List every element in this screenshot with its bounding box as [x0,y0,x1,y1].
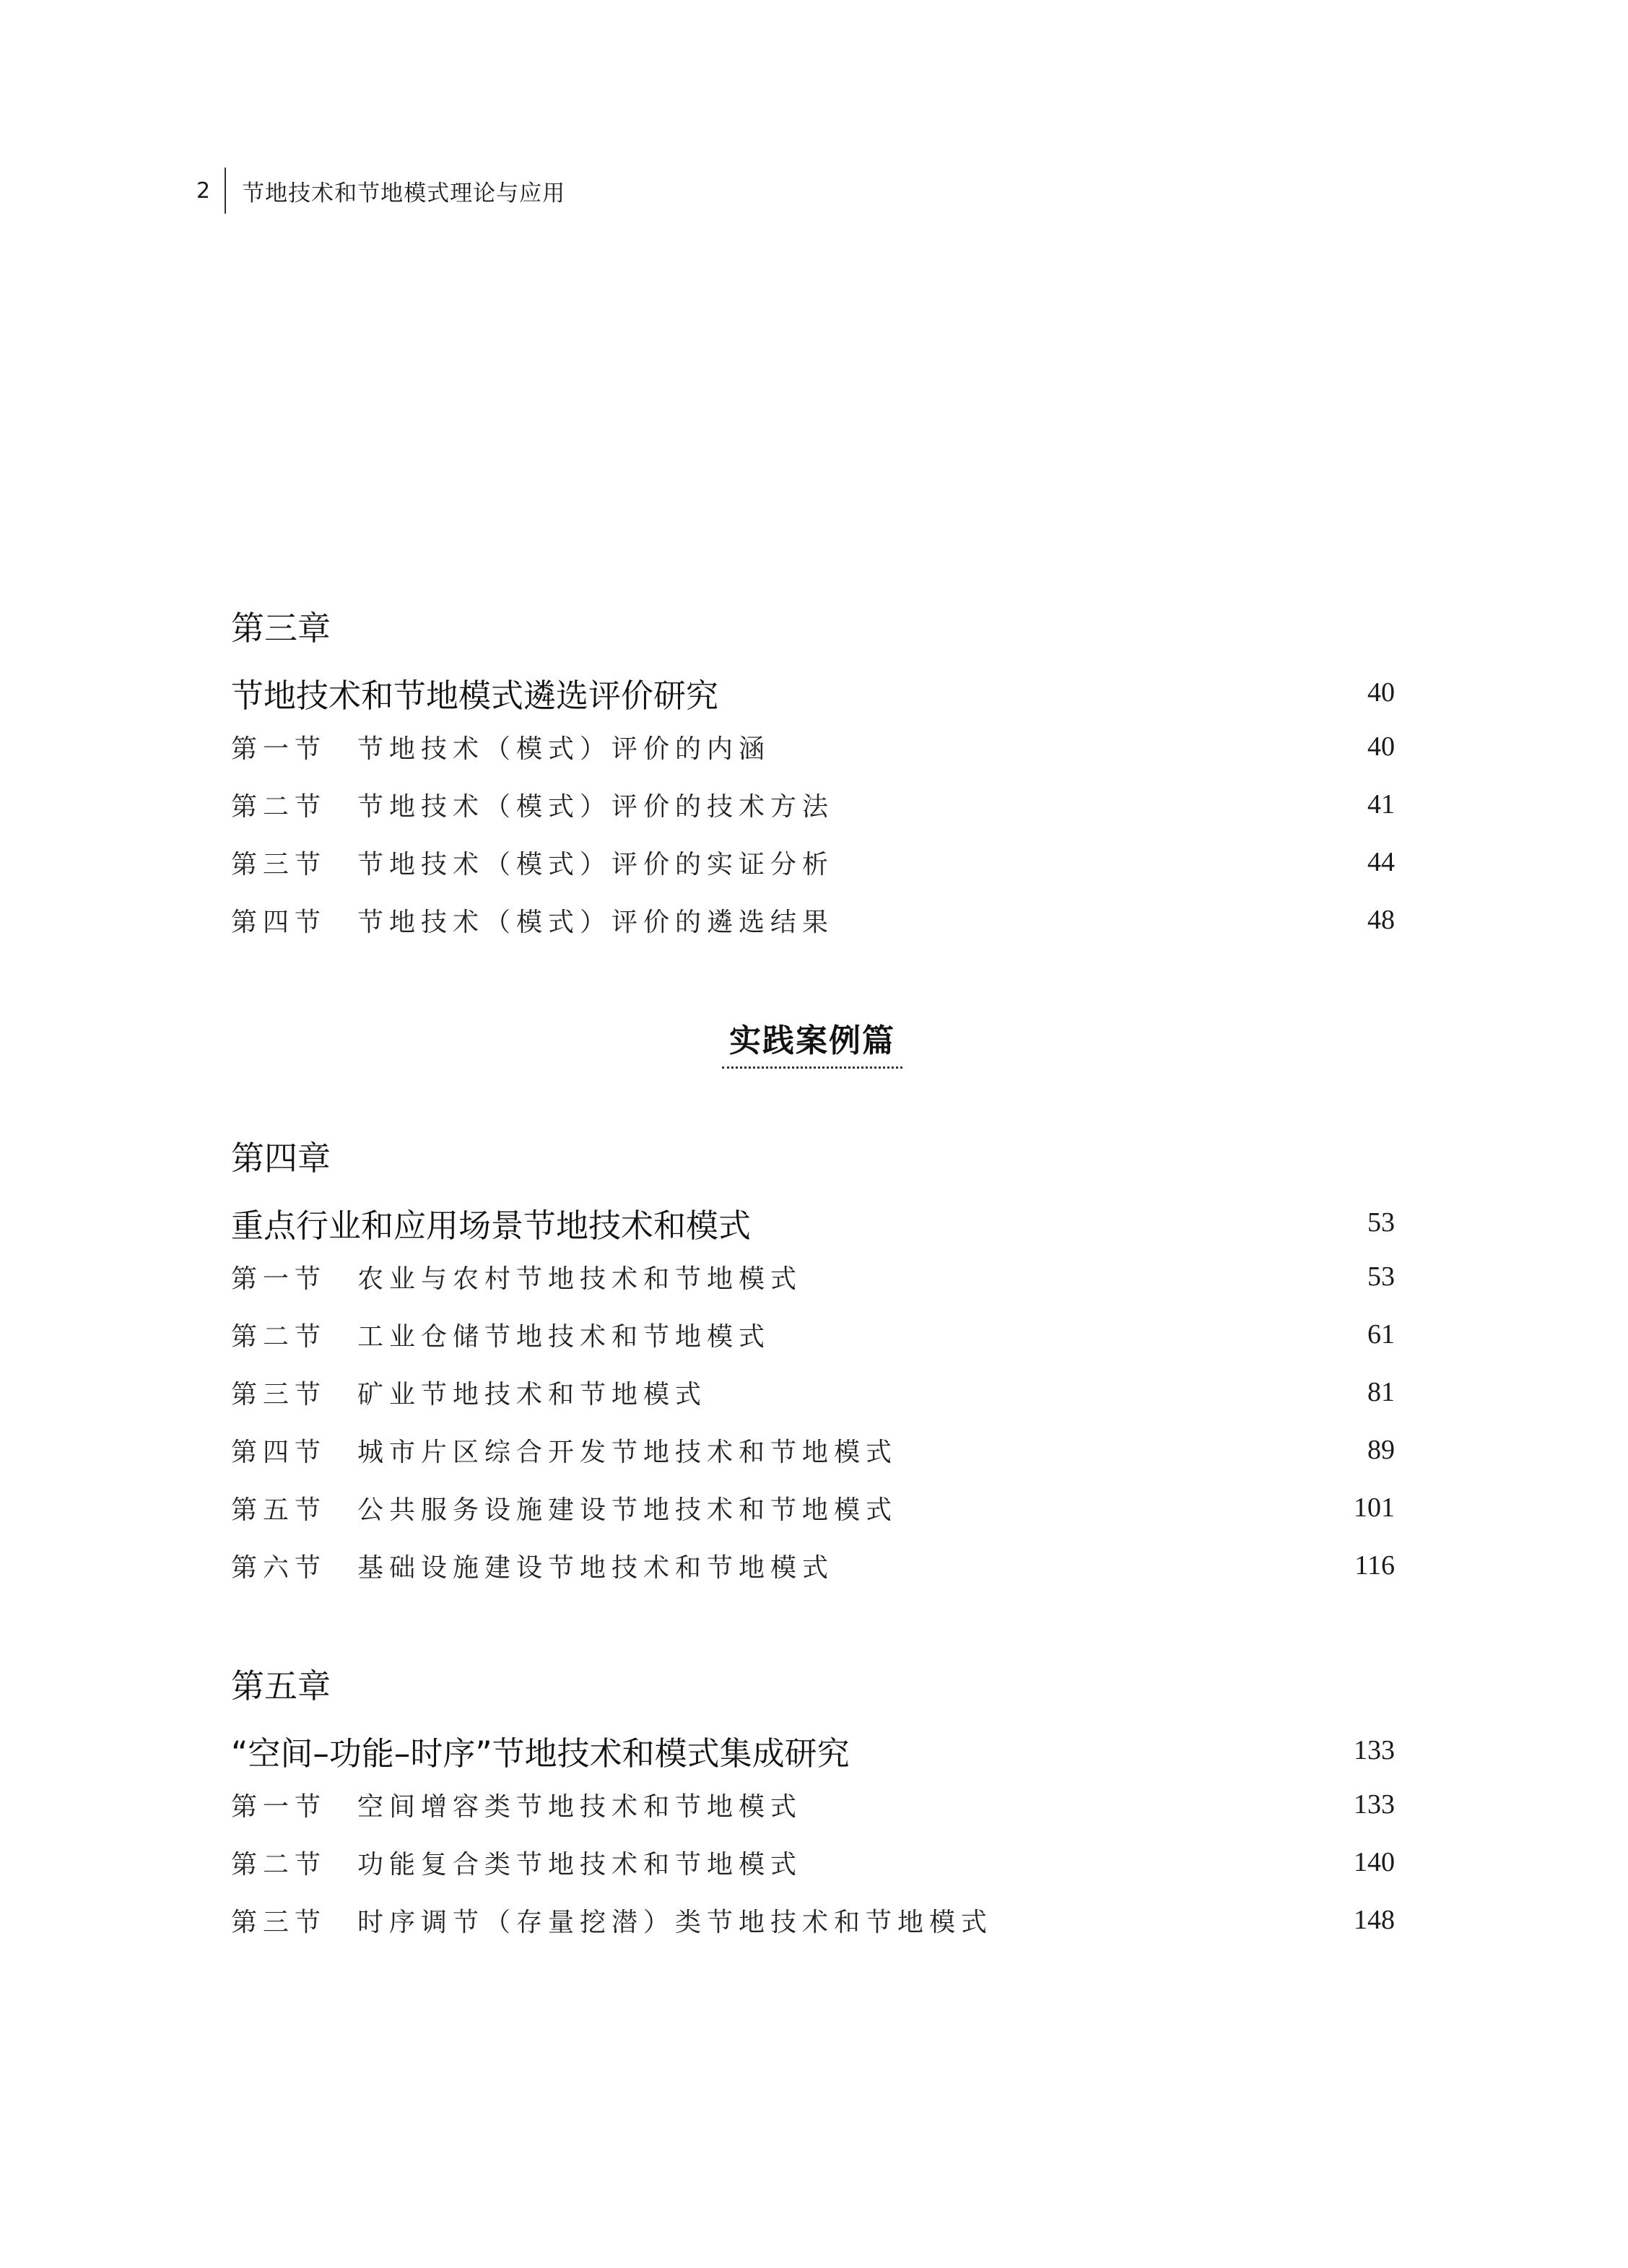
chapter-label: 第四章 [231,1139,331,1178]
section-title: 节地技术（模式）评价的遴选结果 [357,907,835,937]
toc-section-entry[interactable] [231,1891,1395,1949]
chapter-entry[interactable] [231,667,1395,718]
chapter-page: 53 [1367,1207,1395,1238]
header-divider [225,168,226,214]
toc-section-entry[interactable] [231,1421,1395,1479]
section-label: 第二节 [231,1321,327,1352]
toc-section-entry[interactable] [231,1833,1395,1891]
chapter-page: 40 [1367,677,1395,708]
chapter-title: “空间–功能–时序”节地技术和模式集成研究 [231,1734,850,1773]
running-header [196,168,565,214]
chapter-entry[interactable] [231,1197,1395,1248]
section-label: 第六节 [231,1552,327,1583]
section-label: 第二节 [231,791,327,822]
toc-chapter-3 [231,605,1395,949]
section-label: 第二节 [231,1849,327,1880]
chapter-title: 重点行业和应用场景节地技术和模式 [231,1206,752,1245]
section-title: 城市片区综合开发节地技术和节地模式 [357,1437,898,1467]
section-page: 48 [1367,905,1395,935]
page-number: 2 [196,178,211,204]
section-page: 101 [1354,1493,1395,1523]
section-page: 44 [1367,847,1395,877]
book-title: 节地技术和节地模式理论与应用 [242,180,566,207]
section-title: 工业仓储节地技术和节地模式 [357,1321,771,1352]
toc-section-entry[interactable] [231,891,1395,949]
chapter-entry[interactable] [231,1725,1395,1776]
section-label: 第四节 [231,907,327,937]
section-label: 第一节 [231,1791,327,1822]
section-label: 第三节 [231,849,327,879]
section-title: 节地技术（模式）评价的技术方法 [357,791,835,822]
section-title: 时序调节（存量挖潜）类节地技术和节地模式 [357,1907,993,1937]
chapter-page: 133 [1354,1735,1395,1765]
section-title: 功能复合类节地技术和节地模式 [357,1849,803,1880]
section-title: 农业与农村节地技术和节地模式 [357,1264,803,1294]
section-label: 第五节 [231,1495,327,1525]
part-heading: 实践案例篇 [722,1014,902,1069]
section-label: 第三节 [231,1907,327,1937]
toc-section-entry[interactable] [231,1248,1395,1305]
toc-section-entry[interactable] [231,1305,1395,1363]
section-title: 节地技术（模式）评价的内涵 [357,734,771,764]
section-page: 61 [1367,1319,1395,1350]
section-title: 公共服务设施建设节地技术和节地模式 [357,1495,898,1525]
section-page: 53 [1367,1261,1395,1292]
section-page: 40 [1367,731,1395,762]
section-page: 41 [1367,789,1395,820]
toc-section-entry[interactable] [231,833,1395,891]
section-title: 空间增容类节地技术和节地模式 [357,1791,803,1822]
chapter-label: 第三章 [231,609,331,648]
chapter-label: 第五章 [231,1667,331,1706]
toc-section-entry[interactable] [231,1776,1395,1833]
section-page: 133 [1354,1789,1395,1820]
section-page: 148 [1354,1905,1395,1935]
section-title: 矿业节地技术和节地模式 [357,1379,708,1409]
toc-section-entry[interactable] [231,775,1395,833]
section-page: 81 [1367,1377,1395,1407]
section-page: 89 [1367,1435,1395,1465]
toc-chapter-5 [231,1663,1395,1949]
toc-section-entry[interactable] [231,1537,1395,1594]
chapter-title: 节地技术和节地模式遴选评价研究 [231,676,719,715]
toc-chapter-4 [231,1135,1395,1594]
section-title: 基础设施建设节地技术和节地模式 [357,1552,835,1583]
toc-section-entry[interactable] [231,1479,1395,1537]
section-label: 第一节 [231,734,327,764]
toc-section-entry[interactable] [231,1363,1395,1421]
section-page: 116 [1354,1550,1395,1581]
section-page: 140 [1354,1847,1395,1877]
section-label: 第三节 [231,1379,327,1409]
toc-section-entry[interactable] [231,718,1395,775]
section-title: 节地技术（模式）评价的实证分析 [357,849,835,879]
section-label: 第一节 [231,1264,327,1294]
section-label: 第四节 [231,1437,327,1467]
